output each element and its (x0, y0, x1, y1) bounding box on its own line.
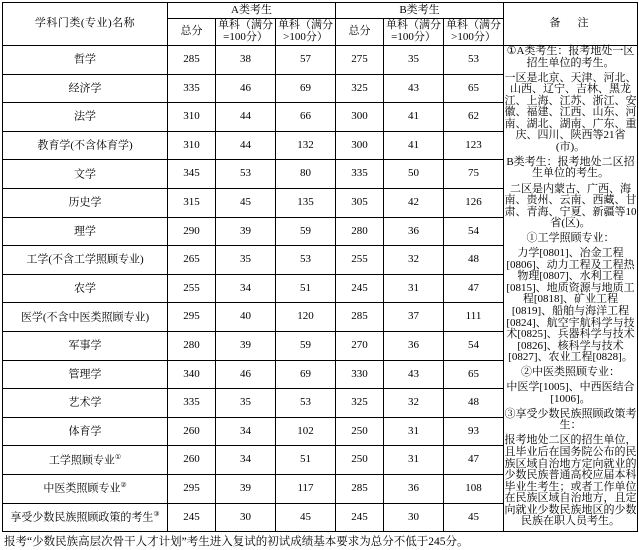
row-name (3, 360, 168, 389)
cell-b-s100: 50 (384, 160, 444, 189)
row-name-sup: ② (120, 481, 127, 490)
cell-b-s100p: 93 (444, 417, 504, 446)
table-header-group-row (3, 3, 638, 19)
row-name-label: 农学 (74, 282, 96, 295)
row-name (3, 274, 168, 303)
cell-a-total: 295 (168, 474, 216, 503)
header-notes: 备 注 (504, 3, 638, 46)
cell-a-s100p: 132 (276, 131, 336, 160)
cell-b-total: 270 (336, 331, 384, 360)
cell-b-s100: 42 (384, 188, 444, 217)
header-b-single-over100: 单科（满分>100分） (444, 19, 504, 46)
cell-b-total: 325 (336, 74, 384, 103)
cell-b-s100p: 123 (444, 131, 504, 160)
cell-a-total: 345 (168, 160, 216, 189)
note-line: ③享受少数民族照顾政策考生： (504, 407, 637, 432)
row-name-label: 哲学 (74, 53, 96, 66)
row-name-label: 教育学(不含体育学) (37, 139, 133, 152)
row-name (3, 188, 168, 217)
cell-a-s100: 34 (216, 274, 276, 303)
header-group-a: A类考生 (168, 3, 336, 19)
header-b-single-100: 单科（满分=100分） (384, 19, 444, 46)
row-name (3, 74, 168, 103)
cell-b-s100: 32 (384, 246, 444, 275)
cell-a-total: 290 (168, 217, 216, 246)
cell-b-s100: 30 (384, 503, 444, 532)
header-a-single-over100: 单科（满分>100分） (276, 19, 336, 46)
cell-b-s100p: 62 (444, 103, 504, 132)
cell-b-total: 250 (336, 417, 384, 446)
cell-a-s100p: 69 (276, 74, 336, 103)
row-name-label: 体育学 (68, 425, 102, 438)
cell-a-s100p: 51 (276, 446, 336, 475)
cell-b-total: 285 (336, 303, 384, 332)
cell-b-s100p: 126 (444, 188, 504, 217)
cell-a-s100: 35 (216, 389, 276, 418)
row-name-label: 工学(不含工学照顾专业) (26, 254, 144, 266)
row-name (3, 417, 168, 446)
cell-a-total: 315 (168, 188, 216, 217)
cell-b-total: 330 (336, 360, 384, 389)
cell-b-s100: 41 (384, 131, 444, 160)
cell-b-s100: 36 (384, 331, 444, 360)
cell-b-s100p: 47 (444, 274, 504, 303)
cell-a-s100: 44 (216, 103, 276, 132)
row-name-label: 历史学 (68, 196, 102, 209)
cell-b-s100: 31 (384, 446, 444, 475)
row-name-label: 中医类照顾专业 (43, 482, 121, 495)
row-name (3, 217, 168, 246)
row-name (3, 331, 168, 360)
note-line: 一区是北京、天津、河北、山西、辽宁、吉林、黑龙江、上海、江苏、浙江、安徽、福建、江西、山东、河南、湖北、湖南、广东、重庆、四川、陕西等21省(市)。 (504, 71, 637, 153)
header-a-total: 总分 (168, 19, 216, 46)
cell-a-total: 310 (168, 103, 216, 132)
cell-b-s100p: 54 (444, 331, 504, 360)
row-name (3, 160, 168, 189)
cell-a-s100p: 69 (276, 360, 336, 389)
note-line: ①A类考生：报考地处一区招生单位的考生。 (506, 45, 635, 69)
cell-a-total: 260 (168, 417, 216, 446)
row-name-sup: ① (114, 452, 122, 461)
cell-a-total: 335 (168, 74, 216, 103)
cell-b-s100p: 65 (444, 360, 504, 389)
score-table (2, 2, 638, 532)
cell-b-total: 300 (336, 103, 384, 132)
cell-a-s100: 35 (216, 246, 276, 275)
cell-a-total: 335 (168, 389, 216, 418)
cell-a-s100p: 45 (276, 503, 336, 532)
cell-b-total: 280 (336, 217, 384, 246)
cell-b-s100p: 65 (444, 74, 504, 103)
cell-a-s100p: 102 (276, 417, 336, 446)
row-name-label: 医学(不含中医类照顾专业) (20, 311, 150, 324)
cell-b-s100p: 54 (444, 217, 504, 246)
cell-a-s100p: 59 (276, 217, 336, 246)
cell-b-s100: 36 (384, 217, 444, 246)
cell-a-s100: 34 (216, 417, 276, 446)
cell-a-total: 255 (168, 274, 216, 303)
cell-a-s100p: 117 (276, 474, 336, 503)
cell-a-s100p: 135 (276, 188, 336, 217)
cell-a-s100: 39 (216, 331, 276, 360)
cell-a-total: 340 (168, 360, 216, 389)
note-line: 中医学[1005]、中西医结合[1006]。 (506, 381, 635, 405)
cell-a-s100p: 66 (276, 103, 336, 132)
cell-a-s100: 34 (216, 446, 276, 475)
note-line: 报考地处二区的招生单位，且毕业后在国务院公布的民族区域自治地方定向就业的少数民族普通高校应届本科毕业生考生；或者工作单位在民族区域自治地方，且定向就业少数民族地区的少数民族在职人员考生。 (504, 434, 637, 528)
cell-b-total: 335 (336, 160, 384, 189)
cell-a-s100p: 80 (276, 160, 336, 189)
row-name (3, 46, 168, 75)
table-row (3, 46, 638, 75)
cell-b-s100: 31 (384, 274, 444, 303)
row-name-label: 法学 (74, 111, 96, 124)
cell-a-s100p: 120 (276, 303, 336, 332)
cell-a-s100p: 57 (276, 46, 336, 75)
cell-a-s100: 38 (216, 46, 276, 75)
row-name-label: 文学 (74, 168, 96, 181)
cell-a-s100: 44 (216, 131, 276, 160)
header-a-single-100: 单科（满分=100分） (216, 19, 276, 46)
cell-b-total: 300 (336, 131, 384, 160)
cell-a-total: 310 (168, 131, 216, 160)
cell-b-s100: 36 (384, 474, 444, 503)
header-subject-name: 学科门类(专业)名称 (3, 3, 168, 46)
cell-a-s100: 30 (216, 503, 276, 532)
row-name (3, 503, 168, 532)
row-name-label: 管理学 (68, 368, 102, 381)
cell-b-s100: 35 (384, 46, 444, 75)
cell-b-total: 255 (336, 246, 384, 275)
note-line: ②中医类照顾专业： (521, 366, 620, 379)
row-name-label: 艺术学 (68, 396, 102, 409)
row-name-label: 军事学 (68, 339, 102, 352)
cell-a-total: 245 (168, 503, 216, 532)
cell-b-s100p: 48 (444, 389, 504, 418)
note-line: 力学[0801]、冶金工程[0806]、动力工程及工程热物理[0807]、水利工程[0815]、地质资源与地质工程[0818]、矿业工程[0819]、船舶与海洋工程[0824]、航空宇航科学与技术[0825]、兵器科学与技术[0826]、核科学与技术[0827]、农业工程[0828]。 (506, 247, 635, 364)
row-name-label: 享受少数民族照顾政策的考生 (10, 511, 154, 524)
note-line: 二区是内蒙古、广西、海南、贵州、云南、西藏、甘肃、青海、宁夏、新疆等10省(区)。 (504, 182, 637, 230)
cell-a-total: 265 (168, 246, 216, 275)
cell-b-total: 245 (336, 274, 384, 303)
row-name-label: 理学 (74, 225, 96, 238)
header-group-b: B类考生 (336, 3, 504, 19)
note-line: ①工学照顾专业： (526, 232, 615, 245)
cell-a-s100p: 51 (276, 274, 336, 303)
cell-b-s100p: 111 (444, 303, 504, 332)
cell-a-s100: 46 (216, 74, 276, 103)
row-name (3, 246, 168, 275)
row-name (3, 131, 168, 160)
cell-a-s100: 39 (216, 474, 276, 503)
cell-a-s100: 53 (216, 160, 276, 189)
cell-b-total: 285 (336, 474, 384, 503)
cell-b-s100p: 75 (444, 160, 504, 189)
row-name (3, 474, 168, 503)
cell-b-s100: 41 (384, 103, 444, 132)
cell-b-s100p: 48 (444, 246, 504, 275)
cell-a-s100: 40 (216, 303, 276, 332)
row-name (3, 446, 168, 475)
cell-a-s100: 46 (216, 360, 276, 389)
cell-b-s100: 43 (384, 74, 444, 103)
cell-b-total: 245 (336, 503, 384, 532)
notes-cell (504, 46, 638, 532)
row-name (3, 303, 168, 332)
cell-b-s100p: 47 (444, 446, 504, 475)
cell-a-s100p: 53 (276, 246, 336, 275)
cell-b-s100: 43 (384, 360, 444, 389)
cell-b-total: 250 (336, 446, 384, 475)
row-name-label: 经济学 (68, 82, 102, 95)
cell-a-total: 295 (168, 303, 216, 332)
cell-a-s100p: 59 (276, 331, 336, 360)
row-name-sup: ③ (153, 509, 160, 518)
cell-b-total: 325 (336, 389, 384, 418)
cell-b-s100: 31 (384, 417, 444, 446)
cell-a-s100: 45 (216, 188, 276, 217)
header-b-total: 总分 (336, 19, 384, 46)
cell-a-total: 285 (168, 46, 216, 75)
cell-a-total: 260 (168, 446, 216, 475)
cell-b-total: 275 (336, 46, 384, 75)
cell-b-s100: 37 (384, 303, 444, 332)
footer-note: 报考“少数民族高层次骨干人才计划”考生进入复试的初试成绩基本要求为总分不低于245分。 (4, 536, 469, 549)
cell-a-s100: 39 (216, 217, 276, 246)
note-line: B类考生：报考地处二区招生单位的考生。 (506, 155, 635, 180)
row-name-label: 工学照顾专业 (48, 454, 115, 467)
cell-a-total: 280 (168, 331, 216, 360)
cell-b-s100p: 45 (444, 503, 504, 532)
row-name (3, 103, 168, 132)
cell-b-s100: 32 (384, 389, 444, 418)
cell-b-s100p: 108 (444, 474, 504, 503)
cell-b-total: 305 (336, 188, 384, 217)
cell-a-s100p: 53 (276, 389, 336, 418)
cell-b-s100p: 53 (444, 46, 504, 75)
